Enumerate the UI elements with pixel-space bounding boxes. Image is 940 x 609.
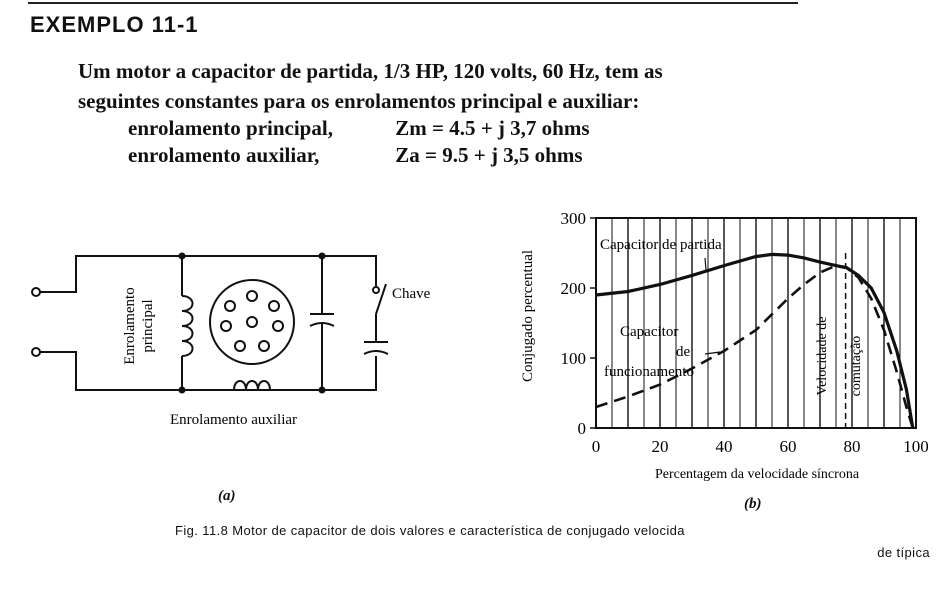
figure-caption — [175, 520, 930, 564]
x-tick-label: 80 — [843, 437, 861, 456]
example-heading: EXEMPLO 11-1 — [30, 12, 199, 37]
top-rule — [28, 2, 798, 4]
annotation-starting-capacitor: Capacitor de partida — [600, 237, 722, 253]
problem-statement — [78, 56, 798, 116]
equation-label: enrolamento auxiliar, — [128, 143, 320, 167]
annotation-arrow — [705, 258, 706, 270]
x-tick-label: 20 — [651, 437, 669, 456]
y-axis-label: Conjugado percentual — [520, 249, 536, 383]
annotation-running-capacitor-l3: funcionamento — [604, 364, 694, 380]
equation-aux-winding — [128, 143, 583, 168]
caption-line-1: Fig. 11.8 Motor de capacitor de dois valores e característica de conjugado velocida — [175, 523, 685, 538]
label-main-winding-line2: principal — [140, 299, 156, 353]
terminal-bottom — [32, 348, 40, 356]
x-tick-label: 40 — [715, 437, 733, 456]
label-switch: Chave — [392, 286, 431, 302]
annotation-switch-speed-l1: Velocidade de — [815, 316, 830, 396]
terminal-top — [32, 288, 40, 296]
torque-speed-chart — [520, 196, 940, 506]
y-tick-label: 300 — [560, 209, 586, 228]
annotation-switch-speed-l2: comutação — [849, 335, 864, 397]
statement-line-1: Um motor a capacitor de partida, 1/3 HP, 120 volts, 60 Hz, tem as — [78, 59, 663, 83]
switch-contact — [373, 287, 379, 293]
start-capacitor-plate-curved — [364, 351, 388, 354]
equation-label: enrolamento principal, — [128, 116, 333, 140]
y-tick-label: 200 — [560, 279, 586, 298]
y-tick-label: 100 — [560, 349, 586, 368]
label-aux-winding: Enrolamento auxiliar — [170, 412, 298, 428]
annotation-running-capacitor-l1: Capacitor — [620, 324, 679, 340]
series-starting-capacitor — [596, 254, 846, 295]
main-winding-coil — [182, 296, 193, 356]
statement-line-2: seguintes constantes para os enrolamentos principal e auxiliar: — [78, 89, 640, 113]
x-axis-label: Percentagem da velocidade síncrona — [654, 467, 860, 482]
circuit-diagram — [20, 226, 460, 506]
equation-expr: Za = 9.5 + j 3,5 ohms — [395, 143, 583, 167]
x-tick-label: 0 — [591, 437, 601, 456]
annotation-running-capacitor-l2: de — [676, 344, 691, 360]
figure-a-label: (a) — [218, 488, 236, 504]
x-tick-label: 100 — [903, 437, 929, 456]
caption-line-2: de típica — [877, 545, 930, 560]
aux-winding-coil — [234, 381, 270, 390]
label-main-winding-line1: Enrolamento — [122, 287, 138, 365]
figure-b-label: (b) — [744, 496, 762, 512]
equation-main-winding — [128, 116, 590, 141]
y-tick-label: 0 — [577, 419, 586, 438]
equation-expr: Zm = 4.5 + j 3,7 ohms — [395, 116, 590, 140]
x-tick-label: 60 — [779, 437, 797, 456]
